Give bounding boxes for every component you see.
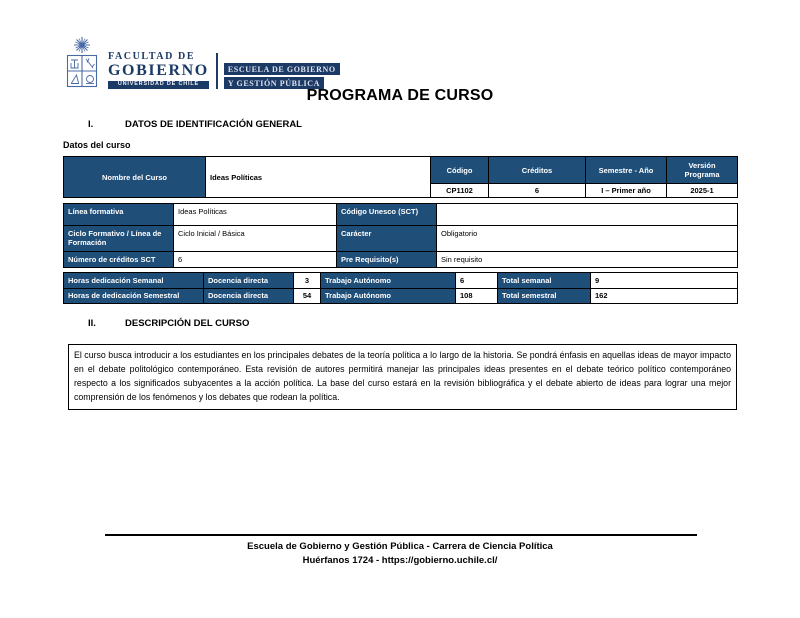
section-1-numeral: I. (88, 119, 94, 130)
section-2-numeral: II. (88, 318, 96, 329)
course-description-box: El curso busca introducir a los estudiantes en los principales debates de la teoría política a lo largo de la historia. Se pondrá énfasis en aquellas ideas de mayor impacto en el debate politológico contemporáneo. Esta revisión de autores permitirá manejar las principales ideas presentes en el debate teórico político contemporáneo respecto a los significados subyacentes a la acción política. La base del curso estará en la revisión bibliográfica y el debate abierto de ideas para lograr una mejor comprensión de los fenómenos y los debates que rodean la política. (68, 344, 737, 410)
section-2-title: DESCRIPCIÓN DEL CURSO (125, 318, 250, 329)
creditos-value-cell: 6 (489, 184, 586, 198)
caracter-label-cell: Carácter (337, 226, 437, 252)
footer-line2: Huérfanos 1724 - https://gobierno.uchile.cl/ (302, 555, 498, 566)
horas-semanal-label-cell: Horas dedicación Semanal (64, 273, 204, 289)
creditos-header-cell: Créditos (489, 157, 586, 184)
codigo-header-cell: Código (431, 157, 489, 184)
linea-formativa-label-cell: Línea formativa (64, 204, 174, 226)
version-value-cell: 2025-1 (667, 184, 738, 198)
total-semanal-label-cell: Total semanal (498, 273, 591, 289)
school-wordmark (224, 63, 340, 89)
page-title: PROGRAMA DE CURSO (306, 87, 494, 104)
total-semestral-value-cell: 162 (591, 288, 738, 304)
caracter-value-cell: Obligatorio (437, 226, 738, 252)
footer (0, 540, 800, 568)
trabajo-autonomo-semanal-cell: Trabajo Autónomo (321, 273, 456, 289)
footer-divider (105, 534, 697, 536)
ciclo-formativo-label-cell: Ciclo Formativo / Línea de Formación (64, 226, 174, 252)
docencia-directa-semestral-cell: Docencia directa (204, 288, 294, 304)
trabajo-autonomo-semestral-cell: Trabajo Autónomo (321, 288, 456, 304)
total-semestral-label-cell: Total semestral (498, 288, 591, 304)
pre-requisitos-label-cell: Pre Requisito(s) (337, 252, 437, 268)
docencia-directa-semanal-cell: Docencia directa (204, 273, 294, 289)
datos-del-curso-label: Datos del curso (63, 140, 131, 150)
course-identification-table (63, 156, 738, 198)
codigo-unesco-value-cell (437, 204, 738, 226)
university-logo (63, 36, 340, 89)
school-name-line2: Y GESTIÓN PÚBLICA (224, 77, 324, 89)
creditos-sct-label-cell: Número de créditos SCT (64, 252, 174, 268)
autonomo-semestral-value-cell: 108 (456, 288, 498, 304)
school-name-line1: ESCUELA DE GOBIERNO (224, 63, 340, 75)
codigo-unesco-label-cell: Código Unesco (SCT) (337, 204, 437, 226)
course-info-table (63, 203, 738, 268)
semestre-value-cell: I – Primer año (586, 184, 667, 198)
horas-semestral-label-cell: Horas de dedicación Semestral (64, 288, 204, 304)
footer-line1: Escuela de Gobierno y Gestión Pública - Carrera de Ciencia Política (247, 541, 553, 552)
uchile-crest-icon (63, 36, 101, 89)
docencia-semanal-value-cell: 3 (294, 273, 321, 289)
section-2-heading (88, 318, 249, 329)
faculty-name-line2: GOBIERNO (108, 61, 209, 79)
faculty-name-line1: FACULTAD DE (108, 50, 196, 62)
autonomo-semanal-value-cell: 6 (456, 273, 498, 289)
codigo-value-cell: CP1102 (431, 184, 489, 198)
pre-requisitos-value-cell: Sin requisito (437, 252, 738, 268)
faculty-wordmark (108, 52, 209, 90)
creditos-sct-value-cell: 6 (174, 252, 337, 268)
linea-formativa-value-cell: Ideas Políticas (174, 204, 337, 226)
hours-table (63, 272, 738, 304)
ciclo-formativo-value-cell: Ciclo Inicial / Básica (174, 226, 337, 252)
section-1-heading (88, 119, 302, 130)
section-1-title: DATOS DE IDENTIFICACIÓN GENERAL (125, 119, 302, 130)
total-semanal-value-cell: 9 (591, 273, 738, 289)
semestre-header-cell: Semestre - Año (586, 157, 667, 184)
version-header-cell: Versión Programa (667, 157, 738, 184)
docencia-semestral-value-cell: 54 (294, 288, 321, 304)
logo-divider (216, 53, 218, 89)
course-name-label-cell: Nombre del Curso (64, 157, 206, 198)
course-name-value-cell: Ideas Políticas (206, 157, 431, 198)
university-name-badge: UNIVERSIDAD DE CHILE (108, 81, 209, 90)
